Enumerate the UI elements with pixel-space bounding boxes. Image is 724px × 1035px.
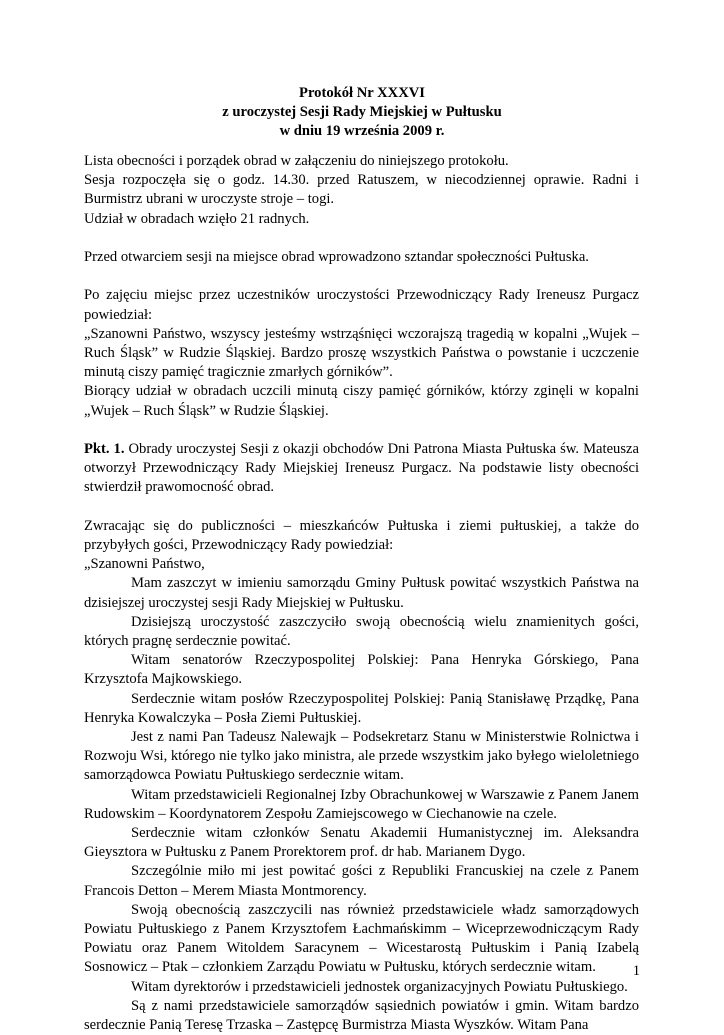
welcome-paragraph: Witam przedstawicieli Regionalnej Izby Obrachunkowej w Warszawie z Panem Janem Rudowskim – Koordynatorem Zespołu Zamiejscowego w Ciechanowie na czele. (84, 786, 639, 822)
welcome-paragraph: Są z nami przedstawiciele samorządów sąsiednich powiatów i gmin. Witam bardzo serdecznie Panią Teresę Trzaska – Zastępcę Burmistrza Miasta Wyszków. Witam Pana (84, 997, 639, 1034)
session-subtitle: z uroczystej Sesji Rady Miejskiej w Pułtusku (222, 104, 502, 121)
banner-note: Przed otwarciem sesji na miejsce obrad wprowadzono sztandar społeczności Pułtuska. (84, 249, 589, 265)
document-body (84, 152, 639, 1035)
welcome-paragraph: Swoją obecnością zaszczycili nas również przedstawiciele władz samorządowych Powiatu Pułtuskiego z Panem Krzysztofem Łachmańskimm – Wiceprzewodniczącym Rady Powiatu oraz Panem Witoldem Saracynem – Wicestarostą Pułtuskim i Panią Izabelą Sosnowicz – Ptak – członkiem Zarządu Powiatu w Pułtusku, których serdecznie witam. (84, 901, 639, 976)
page-number: 1 (632, 963, 640, 979)
welcome-paragraph: Mam zaszczyt w imieniu samorządu Gminy Pułtusk powitać wszystkich Państwa na dzisiejszej uroczystej sesji Rady Miejskiej w Pułtusku. (84, 575, 639, 611)
attendance-count: Udział w obradach wzięło 21 radnych. (84, 210, 310, 227)
address-salutation: „Szanowni Państwo, (84, 556, 205, 573)
point-1-paragraph (84, 440, 639, 498)
minute-of-silence: Biorący udział w obradach uczcili minutą ciszy pamięć górników, którzy zginęli w kopalni „Wujek – Ruch Śląsk” w Rudzie Śląskiej. (84, 383, 639, 419)
session-start-note: Sesja rozpoczęła się o godz. 14.30. przed Ratuszem, w niecodziennej oprawie. Radni i Burmistrz ubrani w uroczyste stroje – togi. (84, 172, 639, 208)
welcome-paragraph: Szczególnie miło mi jest powitać gości z Republiki Francuskiej na czele z Panem Francois Detton – Merem Miasta Montmorency. (84, 863, 639, 899)
point-1-label: Pkt. 1. (84, 441, 125, 457)
welcome-paragraph: Witam dyrektorów i przedstawicieli jednostek organizacyjnych Powiatu Pułtuskiego. (131, 978, 628, 995)
welcome-paragraph: Serdecznie witam członków Senatu Akademii Humanistycznej im. Aleksandra Gieysztora w Pułtusku z Panem Prorektorem prof. dr hab. Marianem Dygo. (84, 825, 639, 861)
document-header (84, 84, 640, 142)
welcome-paragraph: Serdecznie witam posłów Rzeczypospolitej Polskiej: Panią Stanisławę Prządkę, Pana Henryka Kowalczyka – Posła Ziemi Pułtuskiej. (84, 690, 639, 726)
session-date: w dniu 19 września 2009 r. (279, 123, 445, 140)
attendance-note: Lista obecności i porządek obrad w załączeniu do niniejszego protokołu. (84, 153, 509, 169)
protocol-title: Protokół Nr XXXVI (299, 85, 425, 101)
address-intro: Zwracając się do publiczności – mieszkańców Pułtuska i ziemi pułtuskiej, a także do przybyłych gości, Przewodniczący Rady powiedział: (84, 517, 639, 553)
chairman-quote: „Szanowni Państwo, wszyscy jesteśmy wstrząśnięci wczorajszą tragedią w kopalni „Wujek – Ruch Śląsk” w Rudzie Śląskiej. Bardzo proszę wszystkich Państwa o powstanie i uczczenie minutą ciszy pamięć tragicznie zmarłych górników”. (84, 325, 639, 381)
point-1-text: Obrady uroczystej Sesji z okazji obchodów Dni Patrona Miasta Pułtuska św. Mateusza otworzył Przewodniczący Rady Miejskiej Ireneusz Purgacz. Na podstawie listy obecności stwierdził prawomocność obrad. (84, 441, 639, 496)
chairman-intro: Po zajęciu miejsc przez uczestników uroczystości Przewodniczący Rady Ireneusz Purgacz powiedział: (84, 287, 639, 323)
welcome-paragraph: Jest z nami Pan Tadeusz Nalewajk – Podsekretarz Stanu w Ministerstwie Rolnictwa i Rozwoju Wsi, którego nie tylko jako ministra, ale przede wszystkim jako byłego wieloletniego samorządowca Powiatu Pułtuskiego serdecznie witam. (84, 729, 639, 784)
welcome-paragraph: Dzisiejszą uroczystość zaszczyciło swoją obecnością wielu znamienitych gości, których pragnę serdecznie powitać. (84, 613, 639, 650)
welcome-paragraph: Witam senatorów Rzeczypospolitej Polskiej: Pana Henryka Górskiego, Pana Krzysztofa Majkowskiego. (84, 652, 639, 688)
